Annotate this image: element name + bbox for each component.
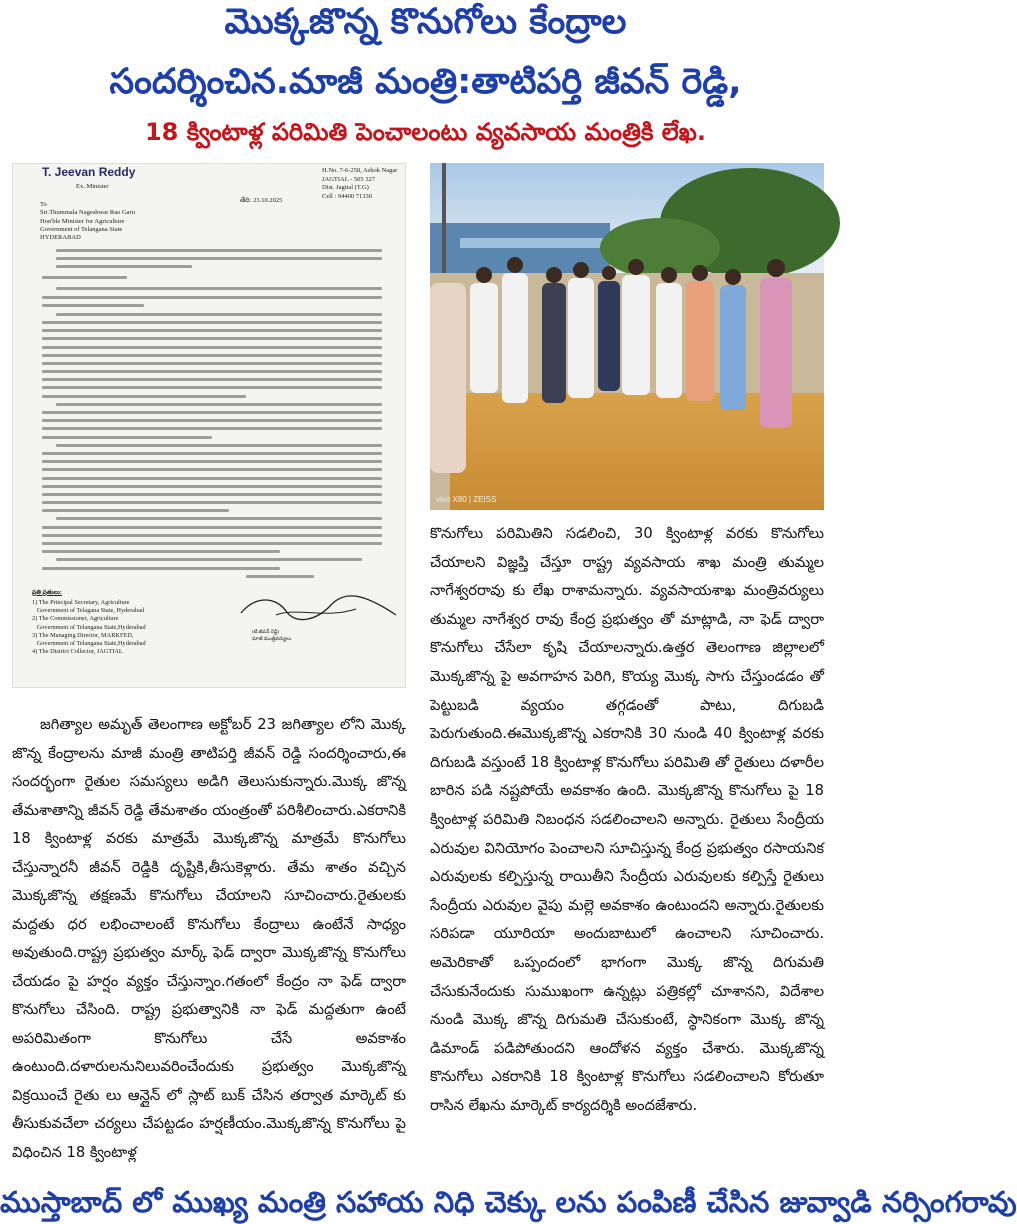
letter-image <box>12 163 406 688</box>
letter-recipient: To Sri.Thummala Nageshwar Rao Garu Hon'ble Minister for Agriculture Government of Telangana State HYDERABAD <box>40 201 135 242</box>
letter-cc-heading: ప్రతి ప్రతులు: <box>32 590 62 596</box>
headline-line-2: సందర్శించిన.మాజీ మంత్రి:తాటిపర్తి జీవన్ రెడ్డి, <box>109 62 742 102</box>
letter-sender-role: Ex. Minister <box>76 183 109 190</box>
signature-icon <box>236 593 401 623</box>
letter-body-text <box>42 249 382 583</box>
event-photo <box>430 163 824 510</box>
letter-address: H.No. 7-6-258, Ashok Nagar JAGTIAL - 505 327 Dist. Jagtial (T.G) Cell : 94400 71330 <box>322 167 398 200</box>
letter-signature-caption: (టి.జీవన్ రెడ్డి) మాజీ మంత్రివర్యులు <box>252 630 292 642</box>
next-headline-banner: ముస్తాబాద్ లో ముఖ్య మంత్రి సహాయ నిధి చెక్కు లను పంపిణీ చేసిన జువ్వాడి నర్సింగరావు <box>0 1185 1017 1219</box>
headline-line-1: మొక్కజొన్న కొనుగోలు కేంద్రాల <box>224 2 627 42</box>
photo-watermark: vivo X80 | ZEISS <box>436 495 497 504</box>
headline-subtitle: 18 క్వింటాళ్ల పరిమితి పెంచాలంటు వ్యవసాయ మంత్రికి లేఖ. <box>144 118 706 146</box>
photo-scene <box>430 163 824 510</box>
letter-date: తేది: 23.10.2025 <box>240 197 283 204</box>
article-column-right: కొనుగోలు పరిమితిని సడలించి, 30 క్వింటాళ్ల వరకు కొనుగోలు చేయాలని విజ్ఞప్తి చేస్తూ రాష్ట్ర వ్యవసాయ శాఖ మంత్రి తుమ్మల నాగేశ్వరరావు కు లేఖ రాశామన్నారు. వ్యవసాయశాఖ మంత్రివర్యులు తుమ్మల నాగేశ్వర రావు కేంద్ర ప్రభుత్వం తో మాట్లాడి, నా ఫెడ్ ద్వారా కొనుగోలు చేసేలా కృషి చేయాలన్నారు.ఉత్తర తెలంగాణ జిల్లాలలో మొక్కజొన్న పై అవగాహన పెరిగి, కొయ్య మొక్క సాగు చేస్తుండడం తో పెట్టుబడి వ్యయం తగ్గడంతో పాటు, దిగుబడి పెరుగుతుంది.ఈమొక్కజొన్న ఎకరానికి 30 నుండి 40 క్వింటాళ్ల వరకు దిగుబడి వస్తుంటే 18 క్వింటాళ్ల కొనుగోలు పరిమితి తో రైతులు దళారీల బారిన పడి నష్టపోయే అవకాశం ఉంది. మొక్కజొన్న కొనుగోలు పై 18 క్వింటాళ్ల పరిమితి నిబంధన సడలించాలని అన్నారు. రైతులు సేంద్రీయ ఎరువుల వినియోగం పెంచాలని సూచిస్తున్న కేంద్ర ప్రభుత్వం రసాయనిక ఎరువులకు కల్పిస్తున్న రాయితీని సేంద్రీయ ఎరువులకు కల్పిస్తే రైతులు సేంద్రీయ ఎరువుల వైపు మల్లె అవకాశం ఉంటుందని అన్నారు.రైతులకు సరిపడా యూరియా అందుబాటులో ఉంచాలని సూచించారు. అమెరికాతో ఒప్పందంలో భాగంగా మొక్క జొన్న దిగుమతి చేసుకునేందుకు సుముఖంగా ఉన్నట్లు పత్రికల్లో చూశానని, విదేశాల నుండి మొక్క జొన్న దిగుమతి చేసుకుంటే, స్థానికంగా మొక్క జొన్న డిమాండ్ పడిపోతుందని ఆందోళన వ్యక్తం చేశారు. మొక్కజొన్న కొనుగోలు ఎకరానికి 18 క్వింటాళ్ల కొనుగోలు సడలించాలని కోరుతూ రాసిన లేఖను మార్కెట్ కార్యదర్శికి అందజేశారు. <box>430 525 824 1114</box>
article-column-left: జగిత్యాల అమృత్ తెలంగాణ అక్టోబర్ 23 జగిత్యాల లోని మొక్క జొన్న కేంద్రాలను మాజీ మంత్రి తాటిపర్తి జీవన్ రెడ్డి సందర్శించారు,ఈ సందర్భంగా రైతుల సమస్యలు అడిగి తెలుసుకున్నారు.మొక్క జొన్న తేమశాతాన్ని జీవన్ రెడ్డి తేమశాతం యంత్రంతో పరిశీలించారు.ఎకరానికి 18 క్వింటాళ్ల వరకు మాత్రమే మొక్కజొన్న మాత్రమే కొనుగోలు చేస్తున్నారనీ జీవన్ రెడ్డికి దృష్టికి,తీసుకెళ్లారు. తేమ శాతం వచ్చిన మొక్కజొన్న తక్షణమే కొనుగోలు చేయాలని సూచించారు.రైతులకు మద్దతు ధర లభించాలంటే కొనుగోలు కేంద్రాలు ఉంటేనే సాధ్యం అవుతుంది.రాష్ట్ర ప్రభుత్వం మార్క్ ఫెడ్ ద్వారా మొక్కజొన్న కొనుగోలు చేయడం పై హర్షం వ్యక్తం చేస్తున్నాం.గతంలో కేంద్రం నా ఫెడ్ ద్వారా కొనుగోలు చేసింది. రాష్ట్ర ప్రభుత్వానికి నా ఫెడ్ మద్దతుగా ఉంటే అపరిమితంగా కొనుగోలు చేసే అవకాశం ఉంటుంది.దళారులనునిలువరించేందుకు ప్రభుత్వం మొక్కజొన్న విక్రయించే రైతు లు ఆన్లైన్ లో స్లాట్ బుక్ చేసిన తర్వాత మార్కెట్ కు తీసుకువచేలా చర్యలు చేపట్టడం హర్షణీయం.మొక్కజొన్న కొనుగోలు పై విధించిన 18 క్వింటాళ్ల <box>12 716 406 1161</box>
letter-sender-name: T. Jeevan Reddy <box>42 165 136 179</box>
letter-cc-list: 1) The Principal Secretary, Agriculture Government of Telagana State, Hyderabad 2) The Commissioner, Agriculture Government of Telangana State,Hyderabad 3) The Managing Director, MARKFED, Government of Telangana State,Hyderabad 4) The District Collector, JAGTIAL <box>32 599 146 656</box>
